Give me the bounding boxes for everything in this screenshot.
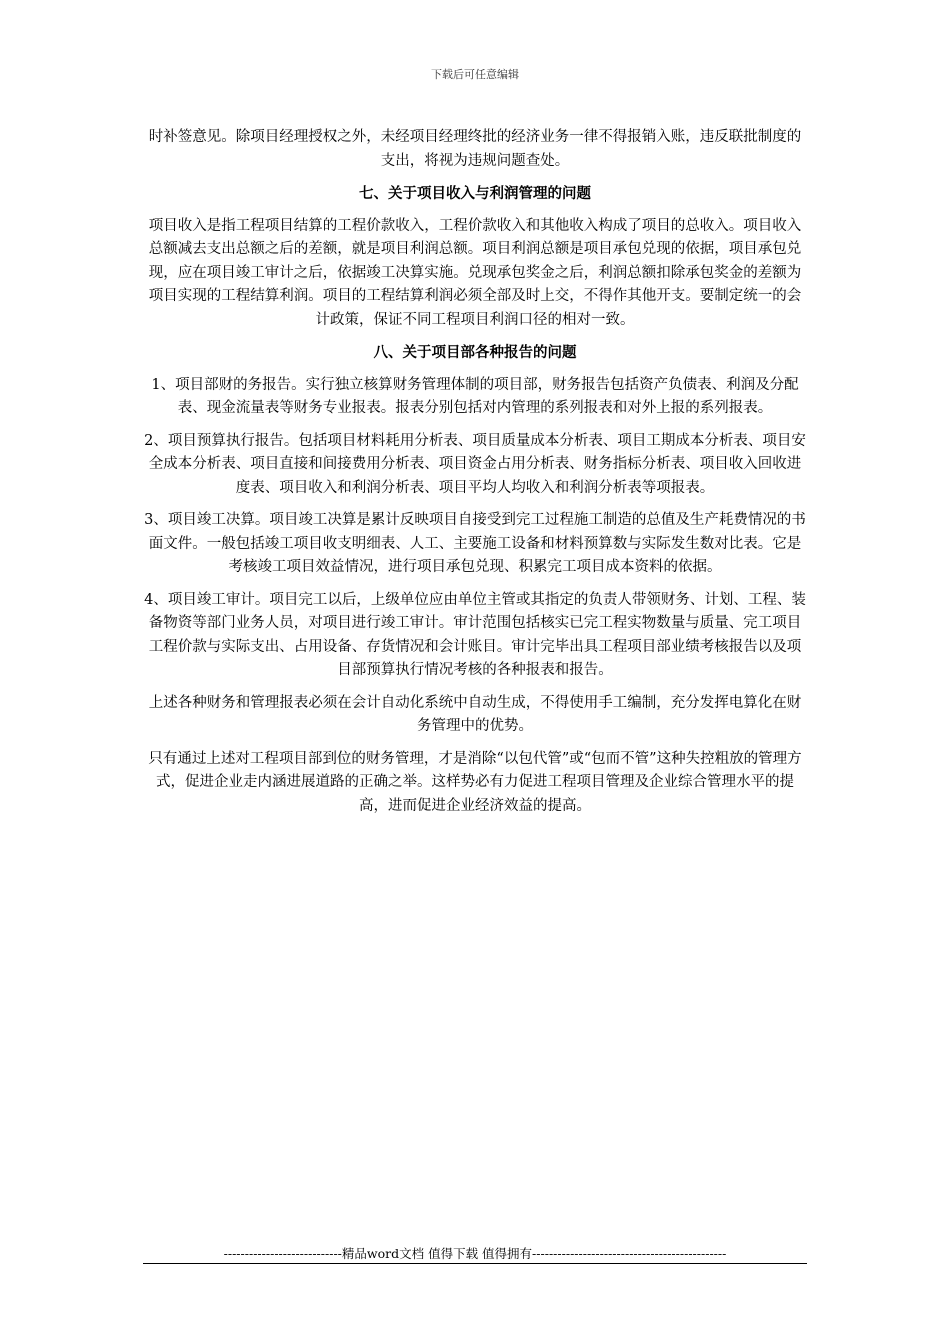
section-title-7: 七、关于项目收入与利润管理的问题 — [359, 185, 591, 202]
page-header: 下载后可任意编辑 — [431, 68, 519, 81]
paragraph-financial-report: 1、项目部财的务报告。实行独立核算财务管理体制的项目部，财务报告包括资产负债表、利润及分配表、现金流量表等财务专业报表。报表分别包括对内管理的系列报表和对外上报的系列报表。 — [151, 376, 799, 416]
paragraph-project-income: 项目收入是指工程项目结算的工程价款收入，工程价款收入和其他收入构成了项目的总收入。项目收入总额减去支出总额之后的差额，就是项目利润总额。项目利润总额是项目承包兑现的依据，项目承包兑现，应在项目竣工审计之后，依据竣工决算实施。兑现承包奖金之后，利润总额扣除承包奖金的差额为项目实现的工程结算利润。项目的工程结算利润必须全部及时上交，不得作其他开支。要制定统一的会计政策，保证不同工程项目利润口径的相对一致。 — [148, 217, 802, 328]
paragraph-conclusion: 只有通过上述对工程项目部到位的财务管理，才是消除“以包代管”或“包而不管”这种失控粗放的管理方式，促进企业走内涵进展道路的正确之举。这样势必有力促进工程项目管理及企业综合管理水平的提高，进而促进企业经济效益的提高。 — [148, 750, 802, 814]
document-body — [143, 126, 807, 827]
paragraph-budget-report: 2、项目预算执行报告。包括项目材料耗用分析表、项目质量成本分析表、项目工期成本分析表、项目安全成本分析表、项目直接和间接费用分析表、项目资金占用分析表、财务指标分析表、项目收入回收进度表、项目收入和利润分析表、项目平均人均收入和利润分析表等项报表。 — [144, 432, 806, 496]
paragraph-continuation: 时补签意见。除项目经理授权之外，未经项目经理终批的经济业务一律不得报销入账，违反联批制度的支出，将视为违规问题查处。 — [148, 129, 802, 169]
page-footer: ----------------------------精品word文档 值得下载 值得拥有---------------------------------------------- — [223, 1246, 727, 1261]
paragraph-final-accounts: 3、项目竣工决算。项目竣工决算是累计反映项目自接受到完工过程施工制造的总值及生产耗费情况的书面文件。一般包括竣工项目收支明细表、人工、主要施工设备和材料预算数与实际发生数对比表。它是考核竣工项目效益情况，进行项目承包兑现、积累完工项目成本资料的依据。 — [144, 512, 806, 575]
paragraph-completion-audit: 4、项目竣工审计。项目完工以后，上级单位应由单位主管或其指定的负责人带领财务、计划、工程、装备物资等部门业务人员，对项目进行竣工审计。审计范围包括核实已完工程实物数量与质量、完工项目工程价款与实际支出、占用设备、存货情况和会计账目。审计完毕出具工程项目部业绩考核报告以及项目部预算执行情况考核的各种报表和报告。 — [144, 591, 806, 678]
section-title-8: 八、关于项目部各种报告的问题 — [373, 344, 577, 361]
footer-divider — [143, 1263, 807, 1264]
paragraph-automation: 上述各种财务和管理报表必须在会计自动化系统中自动生成，不得使用手工编制，充分发挥电算化在财务管理中的优势。 — [148, 694, 802, 734]
